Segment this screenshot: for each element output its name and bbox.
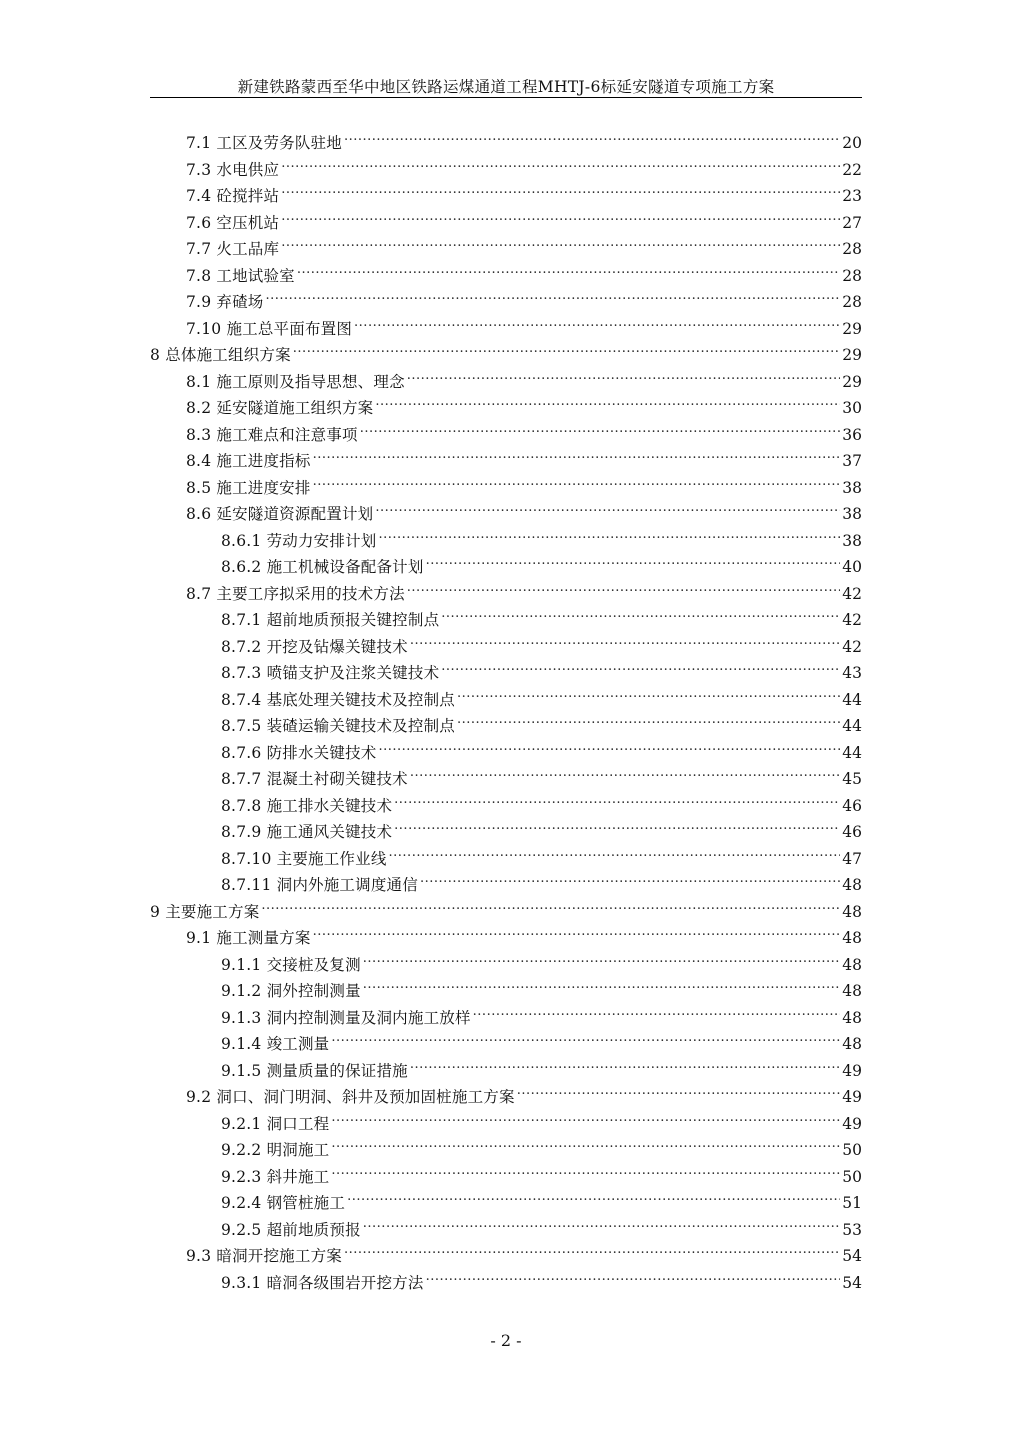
header-rule	[150, 97, 862, 98]
toc-entry-label: 8.7.1 超前地质预报关键控制点	[221, 611, 440, 629]
toc-entry-label: 8.2 延安隧道施工组织方案	[186, 399, 374, 417]
toc-leader-dots	[363, 970, 840, 996]
toc-entry-label: 8.7.4 基底处理关键技术及控制点	[221, 690, 455, 709]
toc-entry[interactable]	[186, 175, 862, 205]
toc-entry-label: 9.1.2 洞外控制测量	[221, 982, 361, 1000]
toc-entry-page: 50	[842, 1167, 862, 1186]
toc-entry[interactable]	[221, 758, 862, 788]
toc-entry-label: 9.2 洞口、洞门明洞、斜井及预加固桩施工方案	[186, 1088, 515, 1106]
toc-entry-label: 7.6 空压机站	[186, 213, 280, 232]
toc-entry-label: 9.3.1 暗洞各级围岩开挖方法	[221, 1273, 424, 1292]
toc-entry[interactable]	[186, 493, 862, 523]
toc-entry-page: 44	[842, 743, 862, 762]
toc-leader-dots	[441, 599, 840, 625]
toc-entry-label: 9 主要施工方案	[150, 902, 260, 921]
toc-entry[interactable]	[221, 520, 862, 550]
toc-entry[interactable]	[221, 1129, 862, 1159]
toc-entry-page: 43	[842, 664, 862, 682]
toc-entry[interactable]	[186, 414, 862, 444]
toc-entry-label: 9.1 施工测量方案	[186, 929, 311, 947]
toc-entry[interactable]	[221, 785, 862, 815]
toc-leader-dots	[378, 732, 840, 758]
toc-entry[interactable]	[186, 228, 862, 258]
toc-entry-label: 9.1.1 交接桩及复测	[221, 955, 361, 974]
toc-entry-page: 47	[842, 849, 862, 868]
toc-leader-dots	[265, 281, 840, 307]
toc-entry-page: 48	[842, 982, 862, 1000]
toc-entry[interactable]	[221, 1156, 862, 1186]
toc-entry-label: 7.4 砼搅拌站	[186, 187, 280, 205]
toc-leader-dots	[281, 149, 840, 175]
toc-entry-page: 28	[842, 240, 862, 258]
toc-entry-page: 23	[842, 187, 862, 205]
toc-leader-dots	[426, 1262, 841, 1288]
toc-entry-label: 8.7.2 开挖及钻爆关键技术	[221, 637, 408, 656]
toc-entry-label: 8.7.5 装碴运输关键技术及控制点	[221, 717, 455, 735]
toc-entry-label: 8.7.9 施工通风关键技术	[221, 823, 393, 841]
toc-entry-page: 29	[842, 346, 862, 364]
toc-entry[interactable]	[150, 891, 862, 921]
toc-entry-page: 51	[842, 1194, 862, 1212]
toc-leader-dots	[457, 705, 840, 731]
toc-entry-label: 9.1.4 竣工测量	[221, 1035, 330, 1053]
toc-leader-dots	[375, 493, 840, 519]
toc-entry-label: 9.2.2 明洞施工	[221, 1141, 330, 1159]
toc-entry[interactable]	[186, 281, 862, 311]
toc-leader-dots	[331, 1103, 840, 1129]
toc-leader-dots	[347, 1182, 840, 1208]
toc-leader-dots	[313, 440, 841, 466]
toc-entry-label: 8 总体施工组织方案	[150, 346, 291, 364]
toc-leader-dots	[354, 308, 840, 334]
toc-leader-dots	[426, 546, 841, 572]
toc-leader-dots	[394, 811, 840, 837]
toc-leader-dots	[281, 228, 840, 254]
toc-entry-page: 48	[842, 876, 862, 894]
toc-entry[interactable]	[186, 149, 862, 179]
toc-entry[interactable]	[221, 970, 862, 1000]
toc-entry-page: 54	[842, 1273, 862, 1292]
toc-entry-page: 46	[842, 823, 862, 841]
toc-leader-dots	[394, 785, 840, 811]
toc-entry-label: 9.1.3 洞内控制测量及洞内施工放样	[221, 1008, 471, 1027]
toc-entry[interactable]	[221, 1209, 862, 1239]
toc-entry-label: 8.4 施工进度指标	[186, 452, 311, 470]
toc-entry-page: 42	[842, 611, 862, 629]
toc-entry-label: 8.7.11 洞内外施工调度通信	[221, 876, 418, 894]
toc-leader-dots	[410, 758, 840, 784]
toc-entry-page: 42	[842, 637, 862, 656]
toc-entry-label: 7.8 工地试验室	[186, 266, 295, 285]
toc-leader-dots	[261, 891, 840, 917]
toc-entry-label: 7.3 水电供应	[186, 160, 280, 179]
toc-leader-dots	[360, 414, 841, 440]
toc-entry[interactable]	[221, 1023, 862, 1053]
toc-entry-label: 8.3 施工难点和注意事项	[186, 425, 358, 444]
toc-entry-page: 49	[842, 1088, 862, 1106]
toc-entry-label: 8.7.10 主要施工作业线	[221, 849, 387, 868]
toc-entry[interactable]	[221, 1262, 862, 1292]
toc-leader-dots	[389, 838, 841, 864]
toc-entry[interactable]	[221, 679, 862, 709]
toc-entry[interactable]	[186, 308, 862, 338]
toc-entry[interactable]	[186, 573, 862, 603]
toc-entry-page: 46	[842, 796, 862, 815]
toc-entry-page: 42	[842, 584, 862, 603]
toc-entry-label: 8.7.8 施工排水关键技术	[221, 796, 393, 815]
toc-entry-page: 38	[842, 505, 862, 523]
toc-entry-label: 8.7.3 喷锚支护及注浆关键技术	[221, 664, 440, 682]
toc-entry[interactable]	[221, 546, 862, 576]
toc-entry[interactable]	[186, 361, 862, 391]
toc-entry-page: 48	[842, 902, 862, 921]
toc-entry[interactable]	[221, 997, 862, 1027]
toc-entry-label: 8.1 施工原则及指导思想、理念	[186, 372, 405, 391]
toc-entry-page: 48	[842, 1035, 862, 1053]
toc-entry-label: 7.9 弃碴场	[186, 293, 264, 311]
page-number: - 2 -	[490, 1331, 522, 1350]
toc-entry-label: 9.1.5 测量质量的保证措施	[221, 1061, 408, 1080]
toc-leader-dots	[281, 175, 840, 201]
toc-entry-page: 48	[842, 1008, 862, 1027]
toc-entry-page: 27	[842, 213, 862, 232]
toc-leader-dots	[344, 122, 840, 148]
toc-leader-dots	[297, 255, 840, 281]
toc-entry-label: 9.3 暗洞开挖施工方案	[186, 1247, 342, 1265]
toc-leader-dots	[410, 1050, 840, 1076]
toc-entry-label: 8.5 施工进度安排	[186, 478, 311, 497]
toc-entry-page: 48	[842, 955, 862, 974]
toc-leader-dots	[457, 679, 840, 705]
toc-leader-dots	[331, 1023, 840, 1049]
toc-entry[interactable]	[221, 864, 862, 894]
toc-entry-label: 9.2.3 斜井施工	[221, 1167, 330, 1186]
toc-entry-page: 38	[842, 531, 862, 550]
toc-leader-dots	[293, 334, 840, 360]
toc-entry-label: 9.2.1 洞口工程	[221, 1114, 330, 1133]
toc-entry-page: 44	[842, 690, 862, 709]
toc-entry[interactable]	[221, 732, 862, 762]
toc-entry-page: 28	[842, 293, 862, 311]
toc-leader-dots	[363, 1209, 840, 1235]
toc-entry-label: 9.2.4 钢管桩施工	[221, 1194, 346, 1212]
toc-entry[interactable]	[186, 122, 862, 152]
toc-entry-page: 50	[842, 1141, 862, 1159]
toc-entry[interactable]	[186, 1076, 862, 1106]
toc-entry-page: 45	[842, 770, 862, 788]
toc-entry[interactable]	[186, 1235, 862, 1265]
toc-leader-dots	[473, 997, 841, 1023]
toc-entry-page: 37	[842, 452, 862, 470]
toc-leader-dots	[420, 864, 840, 890]
toc-leader-dots	[378, 520, 840, 546]
toc-entry-label: 8.6 延安隧道资源配置计划	[186, 505, 374, 523]
toc-entry[interactable]	[221, 705, 862, 735]
toc-entry[interactable]	[221, 1050, 862, 1080]
toc-entry-page: 29	[842, 372, 862, 391]
toc-entry-label: 7.10 施工总平面布置图	[186, 319, 353, 338]
toc-entry-label: 9.2.5 超前地质预报	[221, 1220, 361, 1239]
toc-entry-page: 54	[842, 1247, 862, 1265]
toc-leader-dots	[410, 626, 840, 652]
toc-leader-dots	[407, 361, 840, 387]
toc-entry[interactable]	[221, 944, 862, 974]
toc-entry[interactable]	[221, 599, 862, 629]
toc-leader-dots	[331, 1129, 840, 1155]
toc-entry-page: 49	[842, 1061, 862, 1080]
toc-entry-page: 40	[842, 558, 862, 576]
toc-entry[interactable]	[221, 811, 862, 841]
toc-leader-dots	[281, 202, 840, 228]
toc-entry[interactable]	[221, 838, 862, 868]
toc-entry-label: 8.6.2 施工机械设备配备计划	[221, 558, 424, 576]
toc-entry[interactable]	[186, 255, 862, 285]
running-header: 新建铁路蒙西至华中地区铁路运煤通道工程MHTJ-6标延安隧道专项施工方案	[237, 78, 775, 96]
toc-leader-dots	[375, 387, 840, 413]
toc-entry-label: 8.7.6 防排水关键技术	[221, 743, 377, 762]
toc-entry[interactable]	[221, 1182, 862, 1212]
toc-entry[interactable]	[221, 626, 862, 656]
toc-entry-page: 22	[842, 160, 862, 179]
toc-leader-dots	[344, 1235, 840, 1261]
toc-entry[interactable]	[186, 917, 862, 947]
toc-leader-dots	[313, 467, 841, 493]
toc-leader-dots	[517, 1076, 841, 1102]
toc-entry[interactable]	[186, 202, 862, 232]
toc-entry-page: 48	[842, 929, 862, 947]
toc-leader-dots	[363, 944, 840, 970]
toc-leader-dots	[407, 573, 840, 599]
toc-leader-dots	[313, 917, 841, 943]
toc-entry[interactable]	[221, 652, 862, 682]
toc-entry-page: 36	[842, 425, 862, 444]
toc-entry-page: 44	[842, 717, 862, 735]
toc-entry[interactable]	[221, 1103, 862, 1133]
toc-entry-page: 30	[842, 399, 862, 417]
toc-entry-page: 28	[842, 266, 862, 285]
toc-entry-page: 53	[842, 1220, 862, 1239]
toc-entry[interactable]	[150, 334, 862, 364]
toc-entry[interactable]	[186, 387, 862, 417]
toc-entry-page: 20	[842, 134, 862, 152]
toc-entry-page: 29	[842, 319, 862, 338]
toc-entry-label: 8.6.1 劳动力安排计划	[221, 531, 377, 550]
toc-leader-dots	[331, 1156, 840, 1182]
toc-entry-label: 8.7 主要工序拟采用的技术方法	[186, 584, 405, 603]
toc-entry-label: 8.7.7 混凝土衬砌关键技术	[221, 770, 408, 788]
toc-entry-page: 38	[842, 478, 862, 497]
toc-entry[interactable]	[186, 467, 862, 497]
toc-leader-dots	[441, 652, 840, 678]
toc-entry-page: 49	[842, 1114, 862, 1133]
toc-entry-label: 7.7 火工品库	[186, 240, 280, 258]
toc-entry-label: 7.1 工区及劳务队驻地	[186, 134, 342, 152]
toc-entry[interactable]	[186, 440, 862, 470]
